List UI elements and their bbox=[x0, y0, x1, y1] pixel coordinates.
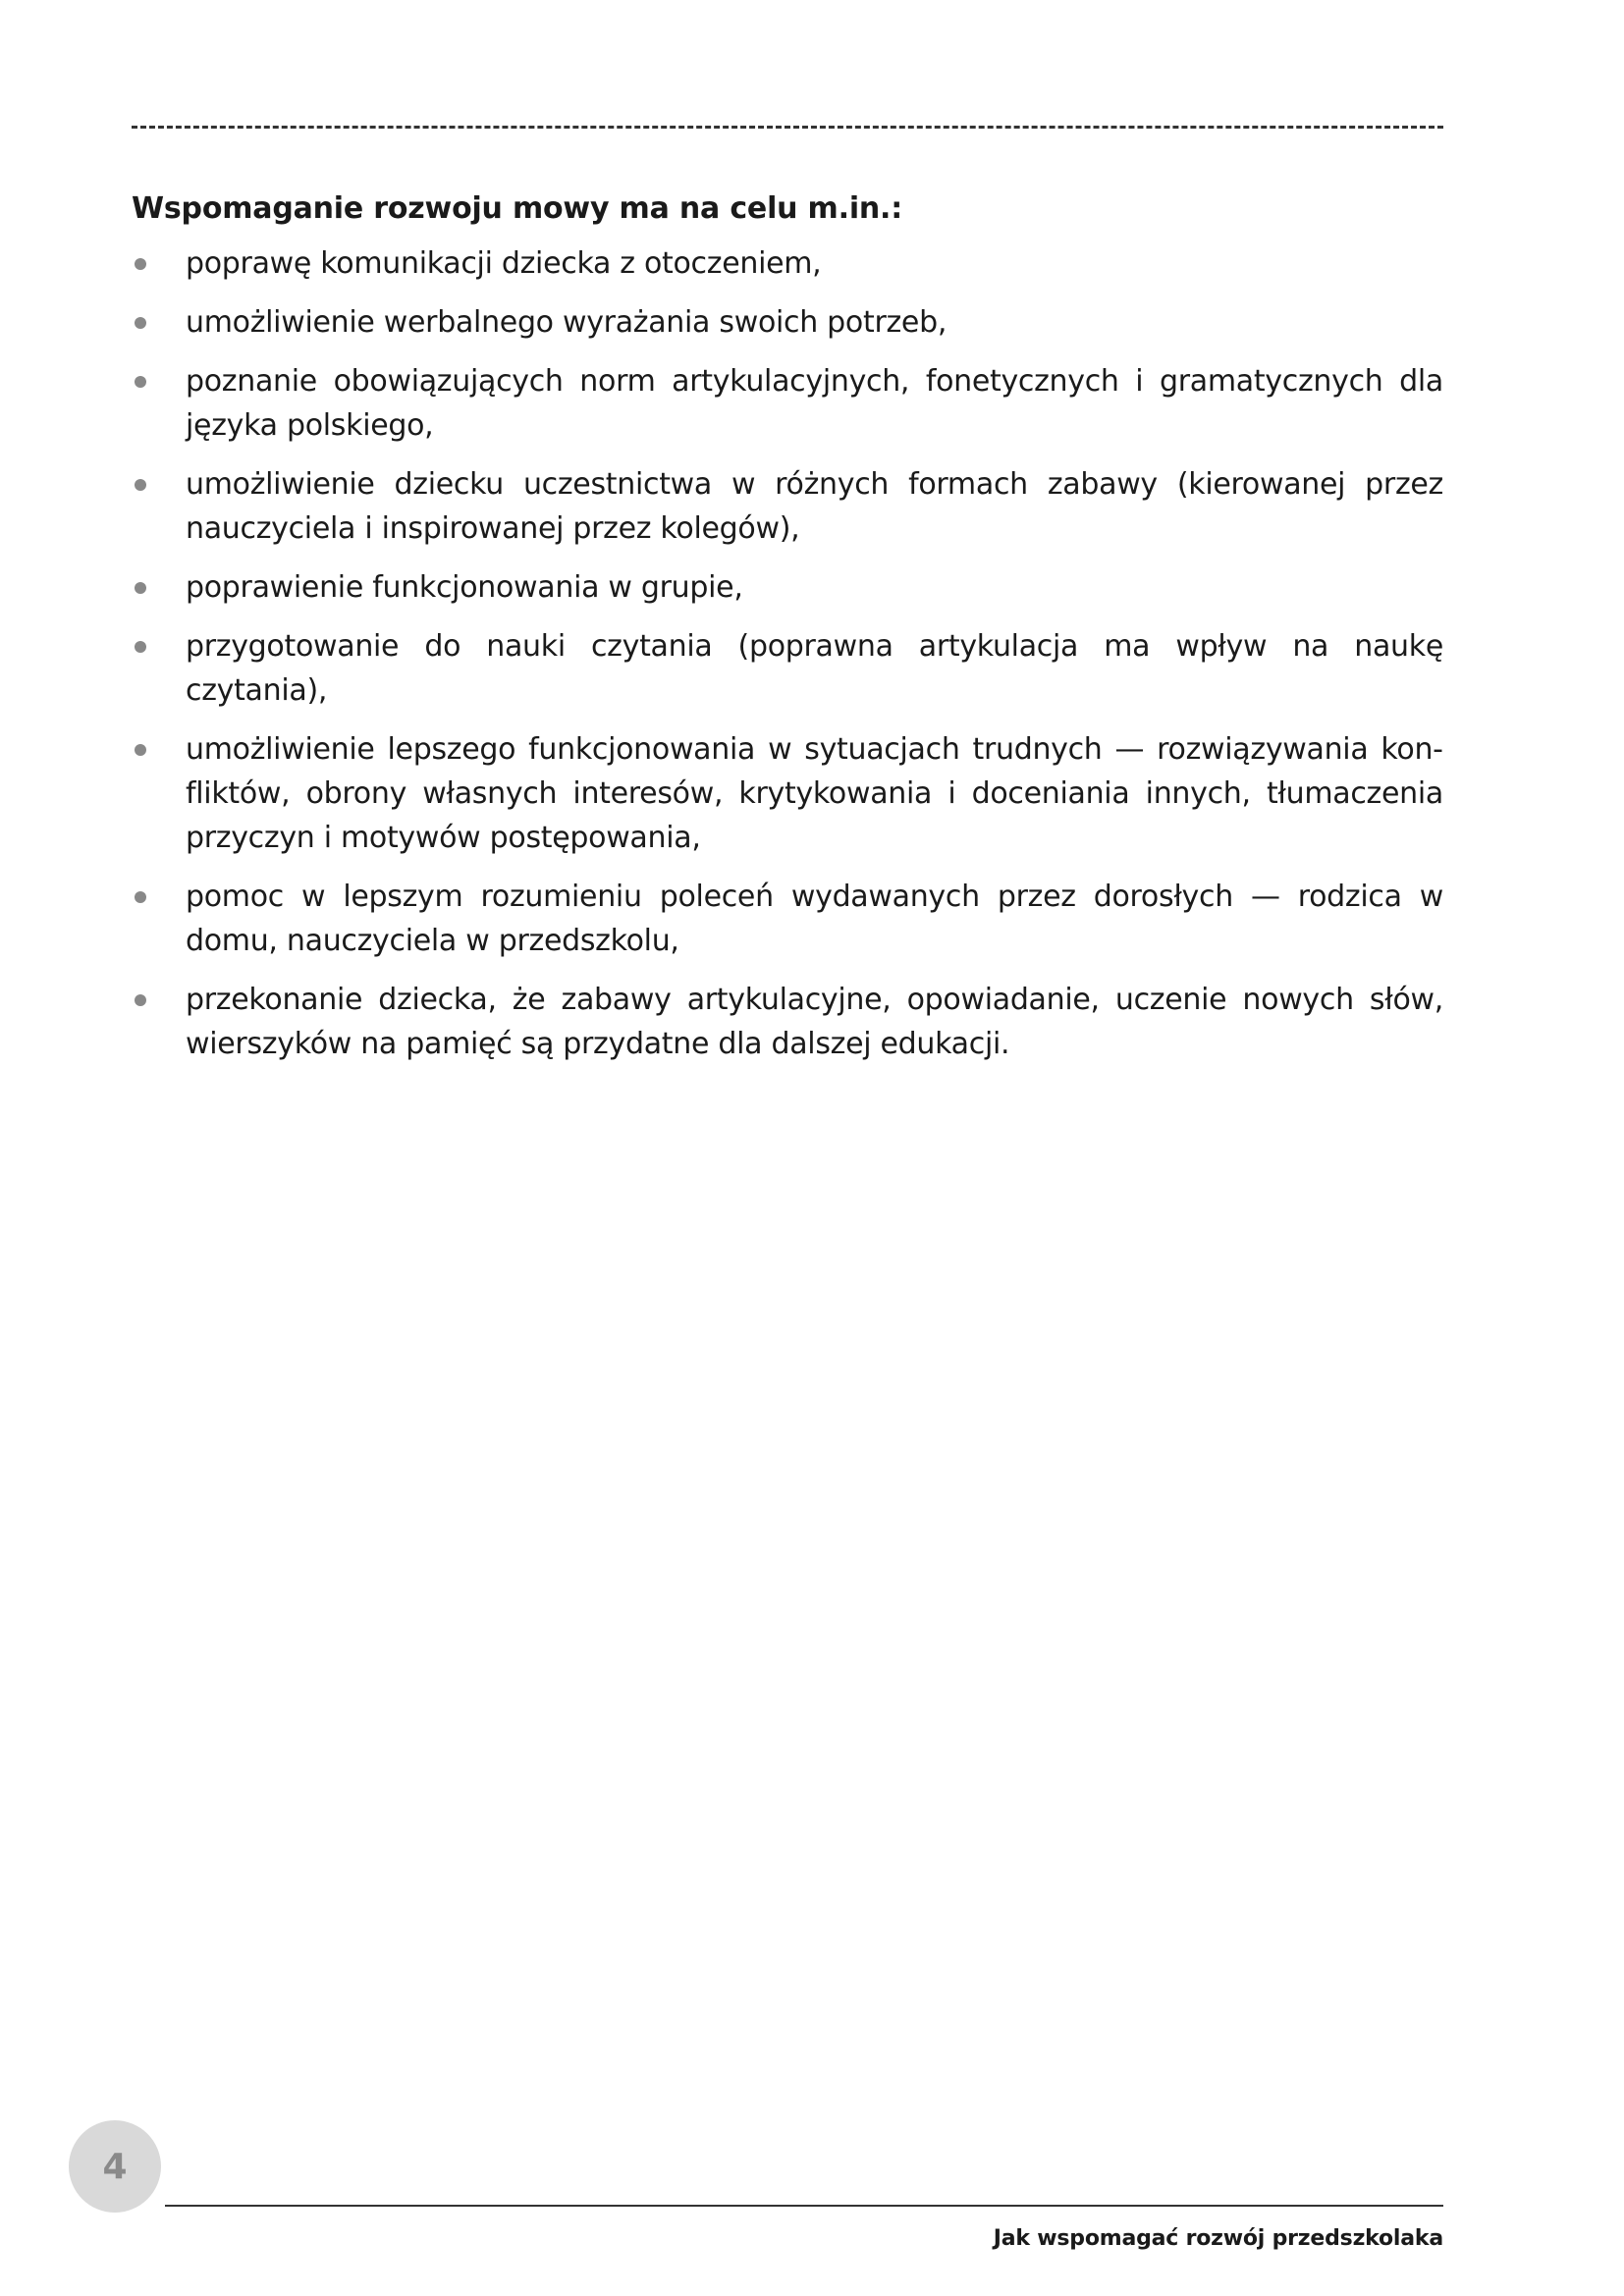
list-item bbox=[132, 624, 1443, 713]
list-item bbox=[132, 300, 1443, 345]
footer-book-title: Jak wspomagać rozwój przedszkolaka bbox=[993, 2226, 1443, 2251]
section-heading: Wspomaganie rozwoju mowy ma na celu m.in.: bbox=[132, 191, 903, 226]
bullet-icon bbox=[135, 317, 146, 329]
list-item bbox=[132, 727, 1443, 860]
bullet-icon bbox=[135, 994, 146, 1006]
list-item bbox=[132, 241, 1443, 286]
page-number: 4 bbox=[102, 2146, 128, 2187]
bullet-icon bbox=[135, 582, 146, 594]
list-item-text: umożliwienie dziecku uczestnictwa w różnych formach zabawy (kierowanej przez nauczyciela i inspirowanej przez kolegów), bbox=[186, 467, 1443, 546]
list-item-text: poprawienie funkcjonowania w grupie, bbox=[186, 570, 743, 605]
bullet-icon bbox=[135, 744, 146, 756]
list-item bbox=[132, 978, 1443, 1066]
list-item-text: poznanie obowiązujących norm artykulacyjnych, fonetycznych i gramatycznych dla języka polskiego, bbox=[186, 364, 1443, 443]
list-item bbox=[132, 875, 1443, 963]
top-dashed-divider bbox=[132, 126, 1443, 129]
main-content bbox=[132, 187, 1443, 1081]
list-item-text: przygotowanie do nauki czytania (poprawna artykulacja ma wpływ na naukę czytania), bbox=[186, 629, 1443, 708]
bullet-icon bbox=[135, 479, 146, 491]
list-item bbox=[132, 359, 1443, 448]
list-item-text: pomoc w lepszym rozumieniu poleceń wydawanych przez dorosłych — rodzica w domu, nauczyciela w przedszkolu, bbox=[186, 880, 1443, 958]
bullet-icon bbox=[135, 376, 146, 388]
list-item bbox=[132, 462, 1443, 551]
list-item bbox=[132, 565, 1443, 610]
list-item-text: przekonanie dziecka, że zabawy artykulacyjne, opowiadanie, uczenie nowych słów, wierszyków na pamięć są przydatne dla dalszej edukacji. bbox=[186, 983, 1443, 1061]
bullet-icon bbox=[135, 641, 146, 653]
footer-divider bbox=[165, 2205, 1443, 2207]
list-item-text: poprawę komunikacji dziecka z otoczeniem, bbox=[186, 246, 822, 281]
list-item-text: umożliwienie werbalnego wyrażania swoich potrzeb, bbox=[186, 305, 947, 340]
bullet-icon bbox=[135, 258, 146, 270]
goals-list bbox=[132, 241, 1443, 1066]
bullet-icon bbox=[135, 891, 146, 903]
list-item-text: umożliwienie lepszego funkcjonowania w sytuacjach trudnych — rozwiązywania konfliktów, obrony własnych interesów, krytykowania i doceniania innych, tłumaczenia przyczyn i motywów postępowania, bbox=[186, 732, 1443, 855]
page-number-badge bbox=[69, 2120, 161, 2213]
